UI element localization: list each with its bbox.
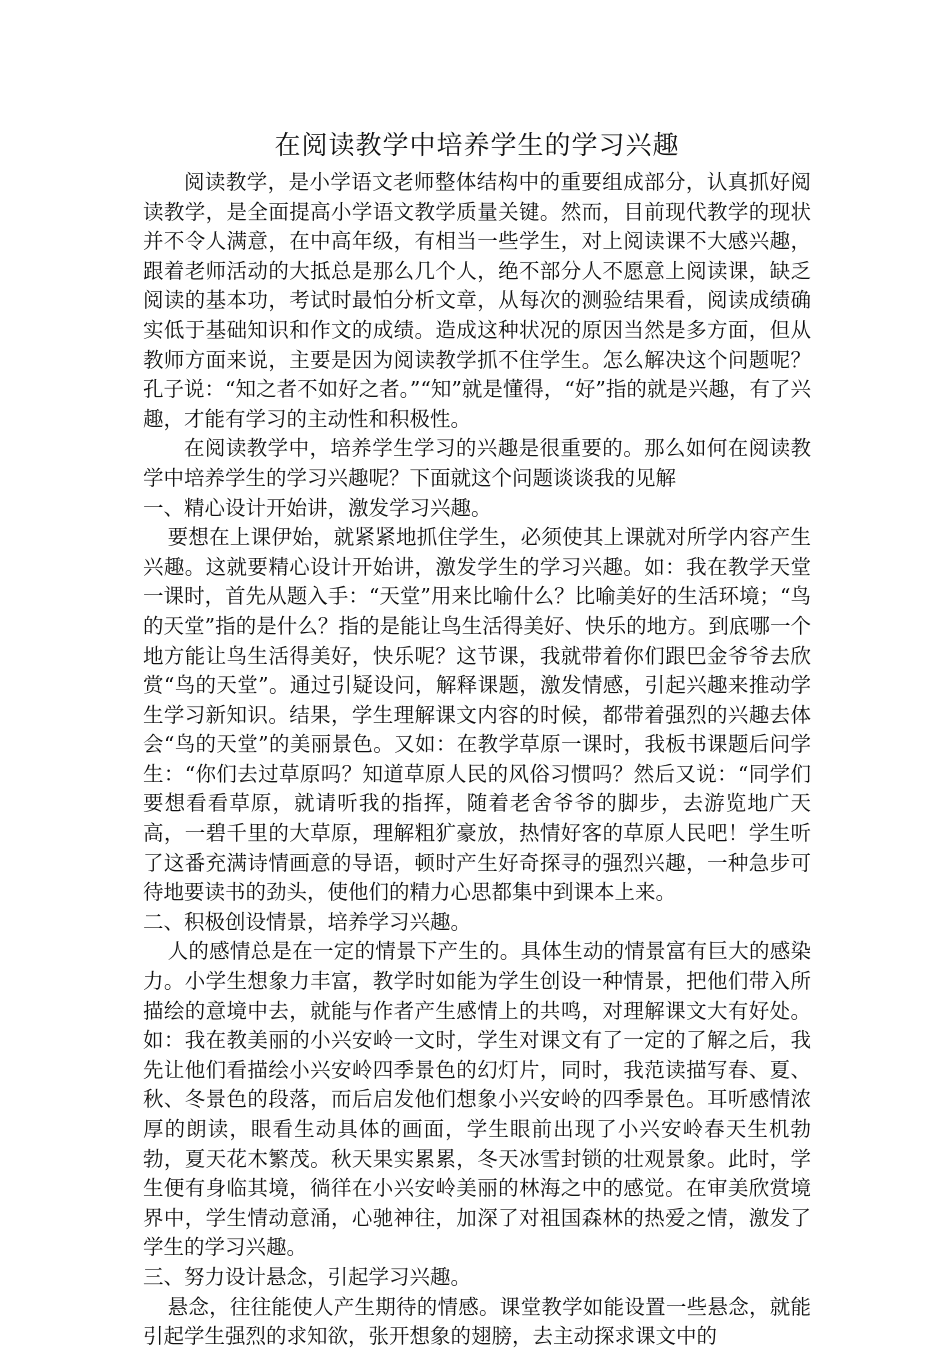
document-page <box>143 128 811 1352</box>
document-title: 在阅读教学中培养学生的学习兴趣 <box>274 131 680 161</box>
section-heading-1: 一、精心设计开始讲，激发学习兴趣。 <box>143 495 492 520</box>
section-1-body: 要想在上课伊始，就紧紧地抓住学生，必须使其上课就对所学内容产生兴趣。这就要精心设计开始讲，激发学生的学习兴趣。如：我在教学天堂一课时，首先从题入手：“天堂”用来比喻什么？比喻美好的生活环境；“鸟的天堂”指的是什么？指的是能让鸟生活得美好、快乐的地方。到底哪一个地方能让鸟生活得美好，快乐呢？这节课，我就带着你们跟巴金爷爷去欣赏“鸟的天堂”。通过引疑设问，解释课题，激发情感，引起兴趣来推动学生学习新知识。结果，学生理解课文内容的时候，都带着强烈的兴趣去体会“鸟的天堂”的美丽景色。又如：在教学草原一课时，我板书课题后问学生：“你们去过草原吗？知道草原人民的风俗习惯吗？然后又说：“同学们要想看看草原，就请听我的指挥，随着老舍爷爷的脚步，去游览地广天高，一碧千里的大草原，理解粗犷豪放，热情好客的草原人民吧！学生听了这番充满诗情画意的导语，顿时产生好奇探寻的强烈兴趣，一种急步可待地要读书的劲头，使他们的精力心思都集中到课本上来。 <box>143 525 811 905</box>
section-heading-3: 三、努力设计悬念，引起学习兴趣。 <box>143 1264 471 1289</box>
intro-paragraph-2: 在阅读教学中，培养学生学习的兴趣是很重要的。那么如何在阅读教学中培养学生的学习兴趣呢？下面就这个问题谈谈我的见解 <box>143 436 811 490</box>
section-2-body: 人的感情总是在一定的情景下产生的。具体生动的情景富有巨大的感染力。小学生想象力丰富，教学时如能为学生创设一种情景，把他们带入所描绘的意境中去，就能与作者产生感情上的共鸣，对理解课文大有好处。如：我在教美丽的小兴安岭一文时，学生对课文有了一定的了解之后，我先让他们看描绘小兴安岭四季景色的幻灯片，同时，我范读描写春、夏、秋、冬景色的段落，而后启发他们想象小兴安岭的四季景色。耳听感情浓厚的朗读，眼看生动具体的画面，学生眼前出现了小兴安岭春天生机勃勃，夏天花木繁茂。秋天果实累累，冬天冰雪封锁的壮观景象。此时，学生便有身临其境，徜徉在小兴安岭美丽的林海之中的感觉。在审美欣赏境界中，学生情动意涌，心驰神往，加深了对祖国森林的热爱之情，激发了学生的学习兴趣。 <box>143 939 811 1260</box>
section-heading-2: 二、积极创设情景，培养学习兴趣。 <box>143 909 471 934</box>
section-3-body: 悬念，往往能使人产生期待的情感。课堂教学如能设置一些悬念，就能引起学生强烈的求知欲，张开想象的翅膀，去主动探求课文中的 <box>143 1294 811 1349</box>
intro-paragraph-1: 阅读教学，是小学语文老师整体结构中的重要组成部分，认真抓好阅读教学，是全面提高小学语文教学质量关键。然而，目前现代教学的现状并不令人满意，在中高年级，有相当一些学生，对上阅读课不大感兴趣，跟着老师活动的大抵总是那么几个人，绝不部分人不愿意上阅读课，缺乏阅读的基本功，考试时最怕分析文章，从每次的测验结果看，阅读成绩确实低于基础知识和作文的成绩。造成这种状况的原因当然是多方面，但从教师方面来说，主要是因为阅读教学抓不住学生。怎么解决这个问题呢？孔子说：“知之者不如好之者。”“知”就是懂得，“好”指的就是兴趣，有了兴趣，才能有学习的主动性和积极性。 <box>143 170 811 431</box>
